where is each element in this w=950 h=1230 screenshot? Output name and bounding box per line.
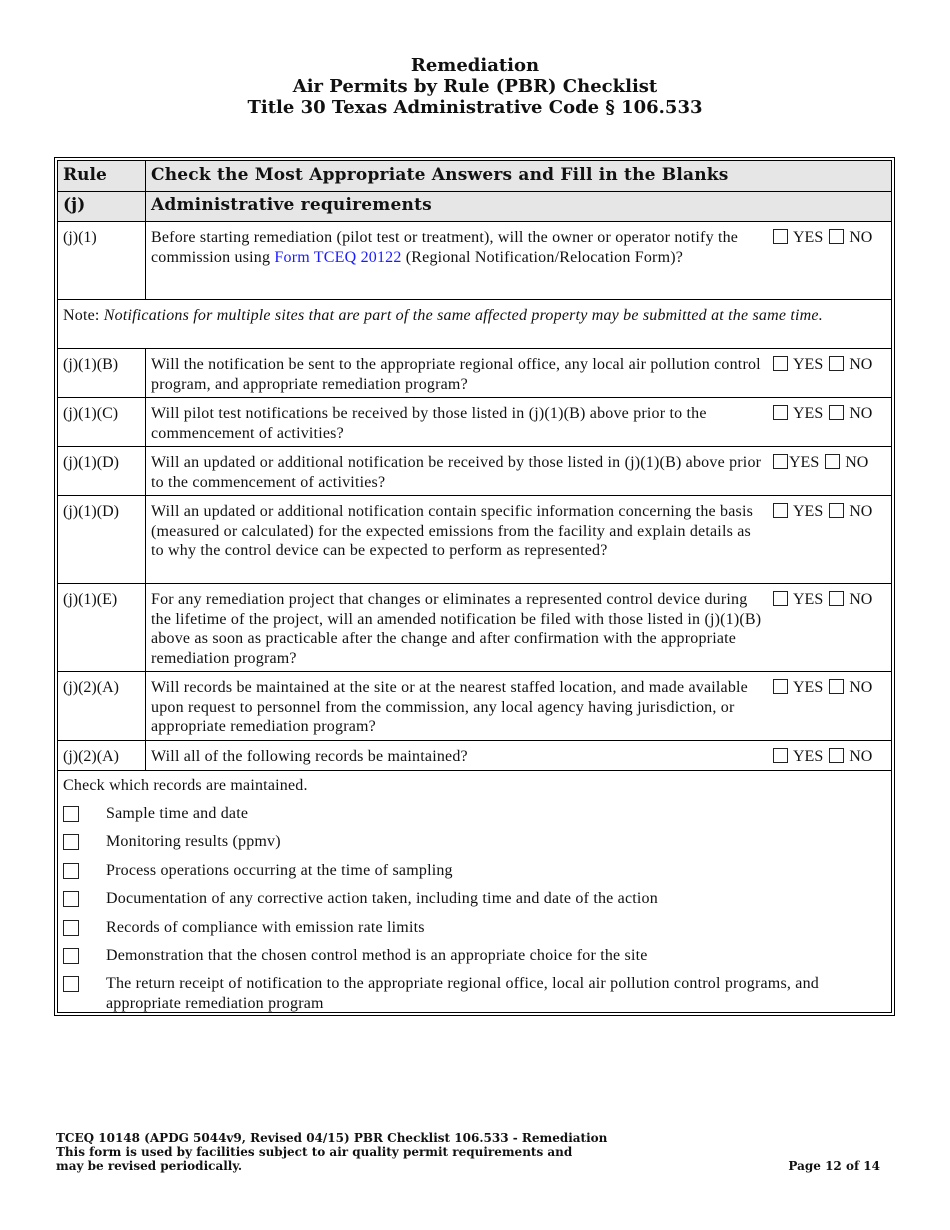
no-label: NO	[849, 591, 873, 608]
record-label: The return receipt of notification to the appropriate regional office, local air pollution control programs, and appropriate remediation program	[106, 975, 819, 1012]
question-cell: Will an updated or additional notification contain specific information concerning the basis (measured or calculated) for the expected emissions from the facility and explain details as to why the control device can be expected to perform as represented?	[151, 503, 754, 559]
yes-label: YES	[793, 591, 824, 608]
table-row	[58, 496, 891, 584]
records-intro: Check which records are maintained.	[63, 777, 308, 794]
yes-no-cell	[773, 747, 878, 766]
table-row	[58, 447, 891, 496]
yes-label: YES	[793, 503, 824, 520]
footer-form-info	[56, 1131, 607, 1173]
yes-label: YES	[793, 679, 824, 696]
rule-cell: (j)(1)(D)	[58, 496, 146, 583]
section-rule: (j)	[58, 192, 146, 221]
rule-cell: (j)(1)	[58, 222, 146, 299]
question-cell: Will the notification be sent to the appropriate regional office, any local air pollution control program, and appropriate remediation program?	[151, 356, 761, 393]
yes-no-cell	[773, 404, 878, 423]
yes-checkbox[interactable]	[773, 748, 788, 763]
title-line-3: Title 30 Texas Administrative Code § 106.533	[247, 97, 703, 118]
form-tceq-20122-link[interactable]: Form TCEQ 20122	[274, 248, 402, 266]
note-text	[63, 306, 881, 326]
record-checkbox[interactable]	[63, 976, 79, 992]
no-label: NO	[849, 229, 873, 246]
list-item	[63, 974, 883, 1013]
note-prefix: Note:	[63, 307, 104, 324]
yes-checkbox[interactable]	[773, 591, 788, 606]
yes-label: YES	[793, 748, 824, 765]
no-label: NO	[849, 748, 873, 765]
record-checkbox[interactable]	[63, 948, 79, 964]
no-checkbox[interactable]	[829, 503, 844, 518]
no-checkbox[interactable]	[825, 454, 840, 469]
footer-line-2: This form is used by facilities subject to air quality permit requirements and	[56, 1145, 573, 1159]
list-item	[63, 918, 883, 938]
rule-cell: (j)(2)(A)	[58, 672, 146, 740]
record-checkbox[interactable]	[63, 920, 79, 936]
no-checkbox[interactable]	[829, 591, 844, 606]
yes-checkbox[interactable]	[773, 405, 788, 420]
list-item	[63, 832, 883, 852]
table-header-row	[58, 161, 891, 192]
question-cell	[151, 228, 763, 267]
section-row	[58, 192, 891, 222]
no-checkbox[interactable]	[829, 229, 844, 244]
record-label: Documentation of any corrective action taken, including time and date of the action	[106, 890, 658, 907]
yes-checkbox[interactable]	[773, 679, 788, 694]
rule-cell: (j)(2)(A)	[58, 741, 146, 770]
yes-label: YES	[789, 454, 820, 471]
yes-no-cell	[773, 228, 878, 247]
record-checkbox[interactable]	[63, 834, 79, 850]
list-item	[63, 804, 883, 824]
record-label: Demonstration that the chosen control method is an appropriate choice for the site	[106, 947, 648, 964]
question-cell: Will records be maintained at the site or at the nearest staffed location, and made available upon request to personnel from the commission, any local agency having jurisdiction, or appropriate remediation program?	[151, 679, 748, 735]
no-checkbox[interactable]	[829, 679, 844, 694]
yes-no-cell	[773, 502, 878, 521]
yes-no-cell	[773, 590, 878, 609]
title-line-1: Remediation	[410, 55, 540, 76]
header-description: Check the Most Appropriate Answers and Fill in the Blanks	[151, 165, 729, 185]
yes-label: YES	[793, 229, 824, 246]
record-label: Process operations occurring at the time of sampling	[106, 862, 453, 879]
no-label: NO	[849, 679, 873, 696]
record-checkbox[interactable]	[63, 863, 79, 879]
rule-cell: (j)(1)(C)	[58, 398, 146, 446]
section-title: Administrative requirements	[151, 195, 432, 215]
list-item	[63, 889, 883, 909]
record-label: Records of compliance with emission rate limits	[106, 919, 425, 936]
question-text-after: (Regional Notification/Relocation Form)?	[401, 248, 684, 266]
record-checkbox[interactable]	[63, 891, 79, 907]
question-text: Before starting remediation (pilot test or treatment), will the owner or operator notify the commission using	[151, 229, 739, 266]
record-label: Monitoring results (ppmv)	[106, 833, 281, 850]
records-section	[58, 771, 891, 1012]
yes-checkbox[interactable]	[773, 356, 788, 371]
table-row	[58, 741, 891, 771]
no-label: NO	[849, 503, 873, 520]
footer-line-1: TCEQ 10148 (APDG 5044v9, Revised 04/15) PBR Checklist 106.533 - Remediation	[56, 1131, 608, 1145]
table-row	[58, 398, 891, 447]
rule-cell: (j)(1)(D)	[58, 447, 146, 495]
question-cell: For any remediation project that changes or eliminates a represented control device during the lifetime of the project, will an amended notification be filed with those listed in (j)(1)(B) above as soon as practicable after the change and after confirmation with the appropriate remediation program?	[151, 591, 762, 667]
table-row	[58, 584, 891, 672]
question-cell: Will pilot test notifications be received by those listed in (j)(1)(B) above prior to the commencement of activities?	[151, 405, 707, 442]
question-cell: Will an updated or additional notification be received by those listed in (j)(1)(B) above prior to the commencement of activities?	[151, 454, 762, 491]
table-row	[58, 349, 891, 398]
question-cell: Will all of the following records be maintained?	[151, 748, 468, 765]
yes-no-cell	[773, 355, 878, 374]
header-rule: Rule	[58, 161, 146, 191]
table-row-j1	[58, 222, 891, 300]
title-line-2: Air Permits by Rule (PBR) Checklist	[292, 76, 658, 97]
record-label: Sample time and date	[106, 805, 249, 822]
no-label: NO	[849, 405, 873, 422]
rule-cell: (j)(1)(E)	[58, 584, 146, 671]
yes-checkbox[interactable]	[773, 503, 788, 518]
footer-line-3: may be revised periodically.	[56, 1159, 243, 1173]
list-item	[63, 861, 883, 881]
yes-no-cell	[773, 453, 874, 472]
yes-no-cell	[773, 678, 878, 697]
page-number: Page 12 of 14	[788, 1159, 880, 1173]
yes-label: YES	[793, 356, 824, 373]
no-checkbox[interactable]	[829, 405, 844, 420]
no-checkbox[interactable]	[829, 748, 844, 763]
checklist-table	[54, 157, 895, 1016]
document-title	[0, 55, 950, 118]
yes-checkbox[interactable]	[773, 454, 788, 469]
no-label: NO	[845, 454, 869, 471]
note-body: Notifications for multiple sites that are part of the same affected property may be submitted at the same time.	[103, 307, 823, 324]
table-row	[58, 672, 891, 741]
yes-label: YES	[793, 405, 824, 422]
record-checkbox[interactable]	[63, 806, 79, 822]
note-row	[58, 300, 891, 349]
no-checkbox[interactable]	[829, 356, 844, 371]
list-item	[63, 946, 883, 966]
rule-cell: (j)(1)(B)	[58, 349, 146, 397]
no-label: NO	[849, 356, 873, 373]
yes-checkbox[interactable]	[773, 229, 788, 244]
